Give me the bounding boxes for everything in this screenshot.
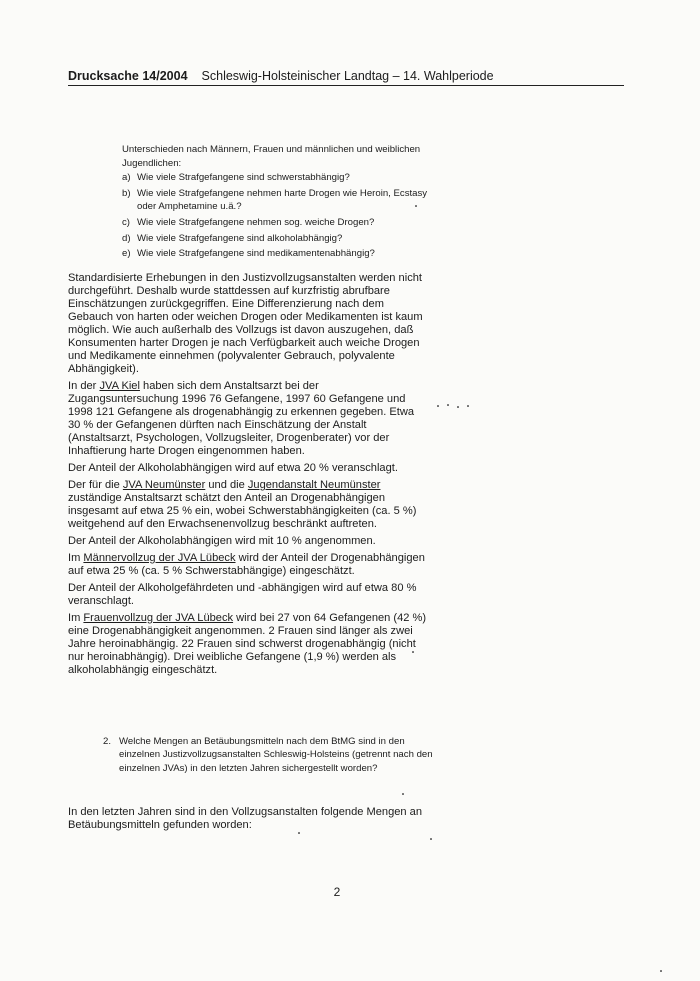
underlined-term: Männervollzug der JVA Lübeck bbox=[83, 552, 236, 564]
page-header bbox=[68, 68, 624, 86]
answer-2-text: In den letzten Jahren sind in den Vollzugsanstalten folgende Mengen an Betäubungsmitteln gefunden worden: bbox=[68, 806, 423, 831]
question-2-number: 2. bbox=[103, 736, 112, 747]
answer-paragraph: Der Anteil der Alkoholabhängigen wird mit 10 % angenommen. bbox=[68, 535, 376, 547]
list-item bbox=[122, 247, 442, 261]
text-run: und die bbox=[205, 479, 248, 491]
list-item-text: Wie viele Strafgefangene sind medikamentenabhängig? bbox=[137, 248, 375, 260]
underlined-term: JVA Neumünster bbox=[122, 479, 206, 491]
answer-paragraph: Der Anteil der Alkoholgefährdeten und -abhängigen wird auf etwa 80 % veranschlagt. bbox=[68, 582, 417, 607]
answer-paragraph: Standardisierte Erhebungen in den Justizvollzugsanstalten werden nicht durchgeführt. Deshalb wurde stattdessen auf kurzfristig abrufbare Einschätzungen zurückgegriffen. Eine Differenzierung nach dem Gebauch von harten oder weichen Drogen oder Medikamenten ist kaum möglich. Wie auch außerhalb des Vollzugs ist davon auszugehen, daß Konsumenten harter Drogen je nach Verfügbarkeit auch weiche Drogen und Medikamente einnehmen (polyvalenter Gebrauch, polyvalente Abhängigkeit). bbox=[68, 272, 423, 375]
answer-paragraph-neumuenster bbox=[68, 479, 428, 531]
text-run: Im bbox=[68, 552, 84, 564]
answer-2-block bbox=[68, 806, 428, 832]
text-run: wird der Anteil der Drogenabhängigen auf etwa 25 % (ca. 5 % Schwerstabhängige) eingeschätzt. bbox=[68, 552, 425, 577]
list-item-text: Wie viele Strafgefangene sind schwerstabhängig? bbox=[137, 172, 350, 184]
list-marker: c) bbox=[122, 216, 130, 228]
header-title: Schleswig-Holsteinischer Landtag – 14. Wahlperiode bbox=[201, 69, 494, 83]
question-2-text: Welche Mengen an Betäubungsmitteln nach dem BtMG sind in den einzelnen Justizvollzugsanstalten Schleswig-Holsteins (getrennt nach den einzelnen JVAs) in den letzten Jahren sichergestellt worden? bbox=[119, 736, 433, 774]
text-run: Der für die bbox=[68, 479, 123, 491]
list-item bbox=[122, 232, 442, 246]
list-marker: e) bbox=[122, 248, 131, 260]
list-marker: a) bbox=[122, 172, 131, 184]
text-run: wird bei 27 von 64 Gefangenen (42 %) eine Drogenabhängigkeit angenommen. 2 Frauen sind länger als zwei Jahre heroinabhängig. 22 Frauen sind schwerst drogenabhängig (nicht nur heroinabhängig). Drei weibliche Gefangene (1,9 %) werden als alkoholabhängig eingeschätzt. bbox=[68, 612, 427, 676]
page-number: 2 bbox=[333, 885, 341, 899]
question-1-block bbox=[122, 143, 442, 263]
list-item-text: Wie viele Strafgefangene nehmen harte Drogen wie Heroin, Ecstasy oder Amphetamine u.ä.? bbox=[137, 187, 428, 213]
question-1-list bbox=[122, 171, 442, 261]
answer-paragraph: Der Anteil der Alkoholabhängigen wird auf etwa 20 % veranschlagt. bbox=[68, 462, 398, 474]
text-run: haben sich dem Anstaltsarzt bei der Zugangsuntersuchung 1996 76 Gefangene, 1997 60 Gefangene und 1998 121 Gefangene als drogenabhängig zu erkennen gegeben. Etwa 30 % der Gefangenen dürften nach Einschätzung der Anstalt (Anstaltsarzt, Psychologen, Vollzugsleiter, Drogenberater) vor der Inhaftierung harte Drogen eingenommen haben. bbox=[68, 380, 415, 457]
question-2-block bbox=[103, 735, 443, 775]
answer-paragraph-luebeck-men bbox=[68, 552, 428, 578]
list-marker: b) bbox=[122, 187, 131, 199]
document-number: Drucksache 14/2004 bbox=[68, 69, 188, 83]
list-item-text: Wie viele Strafgefangene sind alkoholabhängig? bbox=[137, 232, 343, 244]
list-marker: d) bbox=[122, 232, 131, 244]
answer-1-block bbox=[68, 272, 428, 681]
answer-paragraph-jva-kiel bbox=[68, 380, 428, 458]
list-item-text: Wie viele Strafgefangene nehmen sog. weiche Drogen? bbox=[137, 216, 375, 228]
underlined-term: Frauenvollzug der JVA Lübeck bbox=[83, 612, 234, 624]
underlined-term: JVA Kiel bbox=[99, 380, 140, 392]
text-run: zuständige Anstaltsarzt schätzt den Anteil an Drogenabhängigen insgesamt auf etwa 25 % ein, wobei Schwerstabhängigkeiten (ca. 5 %) weitgehend auf den Erwachsenenvollzug beschränkt auftreten. bbox=[68, 492, 417, 530]
text-run: In der bbox=[68, 380, 100, 392]
underlined-term: Jugendanstalt Neumünster bbox=[247, 479, 381, 491]
list-item bbox=[122, 171, 442, 185]
question-1-intro: Unterschieden nach Männern, Frauen und männlichen und weiblichen Jugendlichen: bbox=[122, 144, 421, 169]
list-item bbox=[122, 187, 442, 214]
answer-paragraph-luebeck-women bbox=[68, 612, 428, 677]
list-item bbox=[122, 216, 442, 230]
text-run: Im bbox=[68, 612, 84, 624]
